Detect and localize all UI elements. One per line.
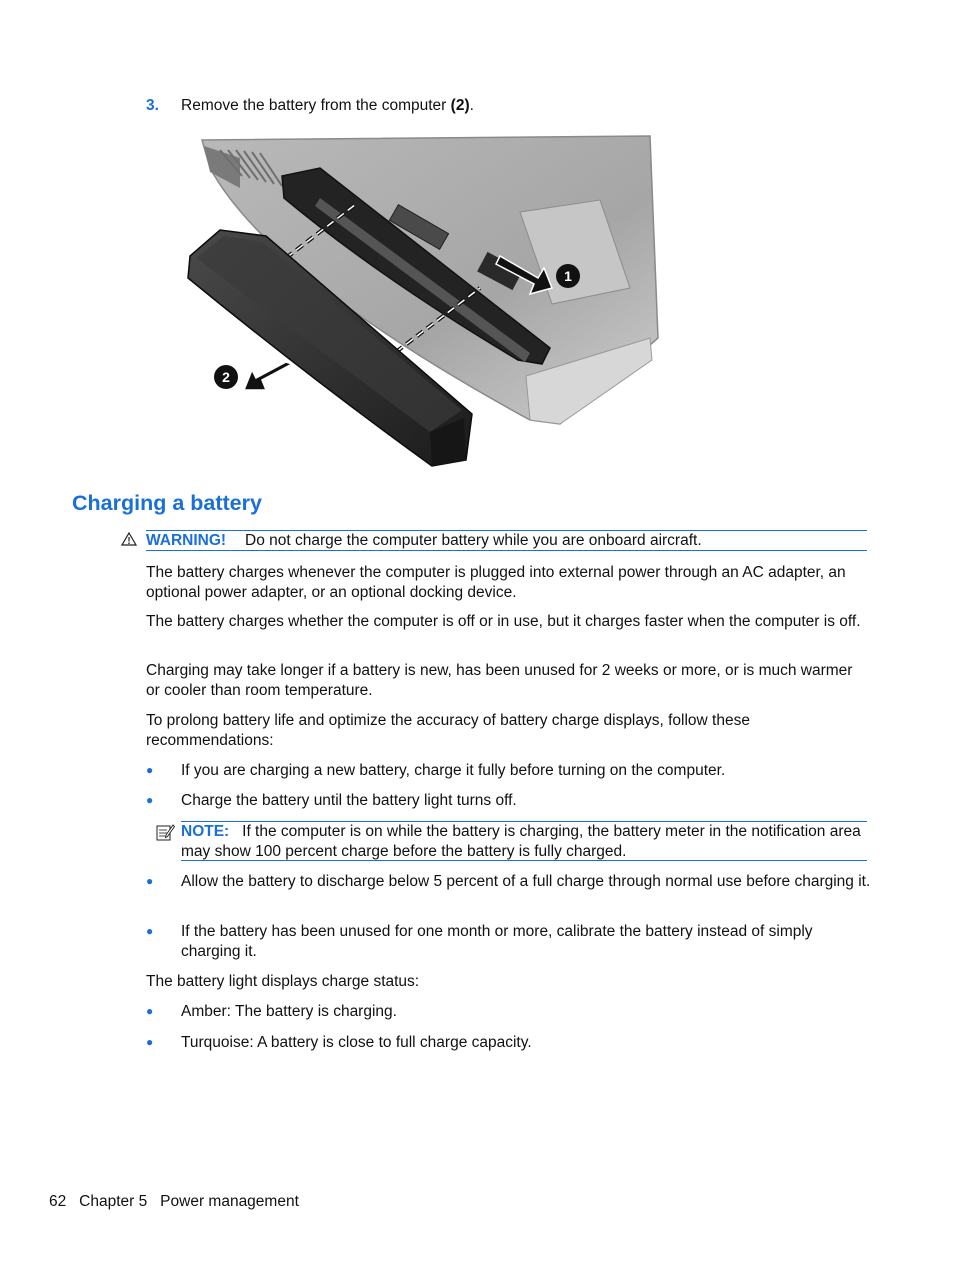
step-number: 3.: [146, 97, 159, 114]
chapter-title: Power management: [160, 1193, 299, 1210]
bullet-icon: ●: [146, 924, 154, 938]
page-footer: [49, 1193, 299, 1211]
step-text-end: .: [469, 97, 474, 114]
callout-1: 1: [564, 268, 572, 284]
list-item: Charge the battery until the battery light turns off.: [181, 792, 517, 809]
page-number: 62: [49, 1193, 67, 1210]
paragraph: The battery charges whether the computer is off or in use, but it charges faster when the computer is off.: [146, 613, 861, 630]
list-item: If the battery has been unused for one month or more, calibrate the battery instead of simply charging it.: [181, 923, 813, 960]
battery-removal-illustration: [180, 128, 660, 473]
list-item: Allow the battery to discharge below 5 percent of a full charge through normal use before charging it.: [181, 873, 871, 890]
bullet-icon: ●: [146, 793, 154, 807]
list-item: If you are charging a new battery, charge it fully before turning on the computer.: [181, 762, 726, 779]
callout-2: 2: [222, 369, 230, 385]
note-label: NOTE:: [181, 823, 230, 840]
step-text: [181, 96, 474, 116]
list-item: Turquoise: A battery is close to full charge capacity.: [181, 1034, 532, 1051]
paragraph: The battery charges whenever the computer is plugged into external power through an AC adapter, an optional power adapter, or an optional docking device.: [146, 564, 846, 601]
bullet-icon: ●: [146, 874, 154, 888]
list-item: Amber: The battery is charging.: [181, 1003, 397, 1020]
paragraph: The battery light displays charge status:: [146, 973, 420, 990]
warning-text: Do not charge the computer battery while you are onboard aircraft.: [245, 532, 702, 549]
chapter-label: Chapter 5: [79, 1193, 148, 1210]
paragraph: Charging may take longer if a battery is new, has been unused for 2 weeks or more, or is much warmer or cooler than room temperature.: [146, 662, 853, 699]
bullet-icon: ●: [146, 1035, 154, 1049]
note-bottom-rule: [181, 860, 867, 861]
note-text: [181, 822, 867, 861]
note-icon: [155, 822, 175, 847]
paragraph: To prolong battery life and optimize the accuracy of battery charge displays, follow these recommendations:: [146, 712, 750, 749]
step-text-main: Remove the battery from the computer: [181, 97, 451, 114]
step-text-bold: (2): [450, 97, 470, 114]
bullet-icon: ●: [146, 763, 154, 777]
warning-label: WARNING!: [146, 532, 227, 549]
section-title: Charging a battery: [72, 491, 262, 515]
bullet-icon: ●: [146, 1004, 154, 1018]
warning-bottom-rule: [146, 550, 867, 551]
note-body: If the computer is on while the battery is charging, the battery meter in the notification area may show 100 percent charge before the battery is fully charged.: [181, 823, 861, 860]
warning-icon: [120, 530, 138, 553]
